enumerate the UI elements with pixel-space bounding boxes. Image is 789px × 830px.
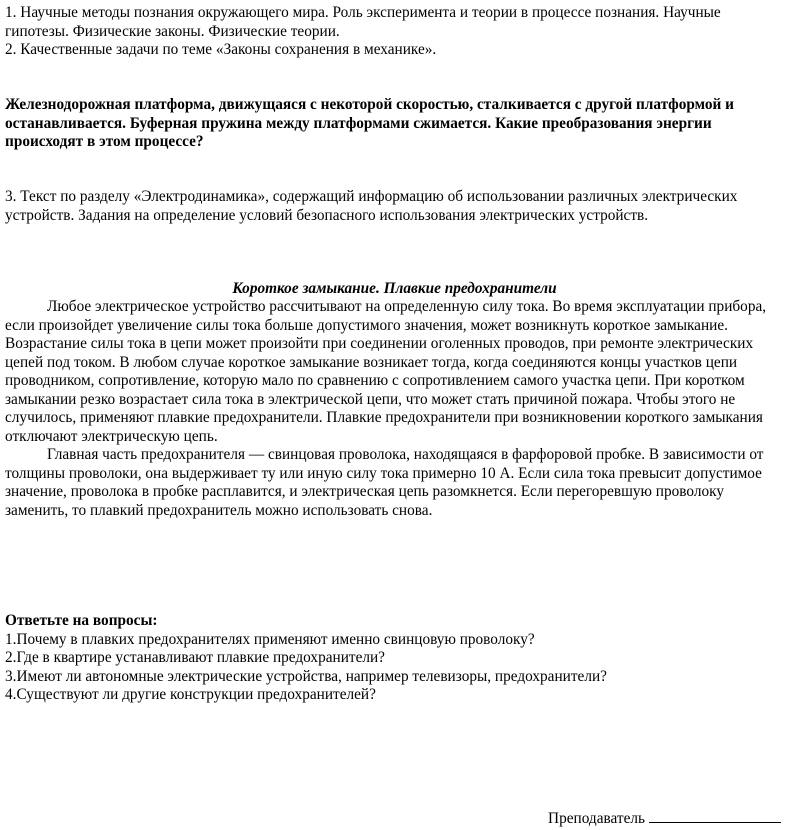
article-heading: Короткое замыкание. Плавкие предохранители [232,280,557,297]
questions-section [5,612,783,705]
item-3-text: 3. Текст по разделу «Электродинамика», содержащий информацию об использовании различных электрических устройств. Задания на определение условий безопасного использования электрических устройств. [5,188,738,224]
questions-title: Ответьте на вопросы: [5,612,158,629]
article-body [5,298,783,520]
question-item: 4.Существуют ли другие конструкции предохранителей? [5,686,376,703]
article-paragraph-1: Любое электрическое устройство рассчитывают на определенную силу тока. Во время эксплуатации прибора, если произойдет увеличение силы тока больше допустимого значения, может возникнуть короткое замыкание. Возрастание силы тока в цепи может произойти при соединении оголенных проводов, при ремонте электрических цепей под током. В любом случае короткое замыкание возникает тогда, когда соединяются концы участков цепи проводником, сопротивление, которую мало по сравнению с сопротивлением самого участка цепи. При коротком замыкании резко возрастает сила тока в электрической цепи, что может стать причиной пожара. Чтобы этого не случилось, применяют плавкие предохранители. Плавкие предохранители при возникновении короткого замыкания отключают электрическую цепь. [5,298,767,445]
signature-block [548,807,781,829]
item-2-text: 2. Качественные задачи по теме «Законы сохранения в механике». [5,41,437,58]
article-paragraph-2: Главная часть предохранителя — свинцовая проволока, находящаяся в фарфоровой пробке. В зависимости от толщины проволоки, она выдерживает ту или иную силу тока примерно 10 А. Если сила тока превысит допустимое значение, проволока в пробке расплавится, и электрическая цепь разомкнется. Если перегоревшую проволоку заменить, то плавкий предохранитель можно использовать снова. [5,446,764,519]
problem-text: Железнодорожная платформа, движущаяся с некоторой скоростью, сталкивается с другой платформой и останавливается. Буферная пружина между платформами сжимается. Какие преобразования энергии происходят в этом процессе? [5,96,734,150]
signature-label: Преподаватель [548,810,645,827]
item-1-text: 1. Научные методы познания окружающего мира. Роль эксперимента и теории в процессе познания. Научные гипотезы. Физические законы. Физические теории. [5,4,721,40]
signature-line [649,807,781,823]
question-item: 3.Имеют ли автономные электрические устройства, например телевизоры, предохранители? [5,667,607,685]
question-item: 1.Почему в плавких предохранителях применяют именно свинцовую проволоку? [5,630,535,648]
question-item: 2.Где в квартире устанавливают плавкие предохранители? [5,649,385,666]
